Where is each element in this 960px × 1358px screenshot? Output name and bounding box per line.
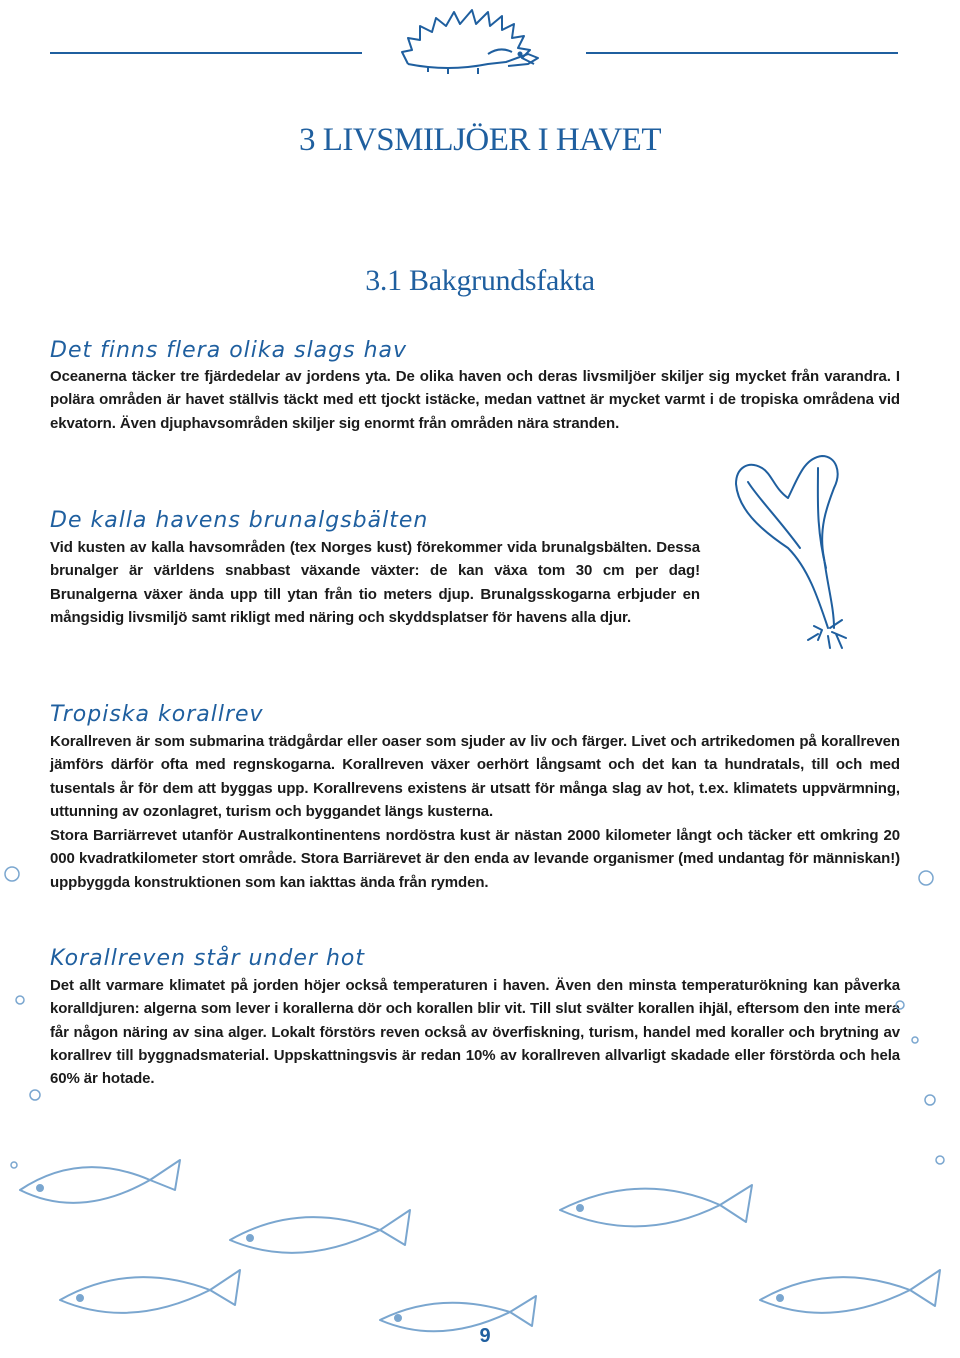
section-title-hot: Korallreven står under hot — [50, 946, 365, 971]
header-rule-right — [586, 52, 898, 54]
section-body-korallrev-2: Stora Barriärrevet utanför Australkontinentens nordöstra kust är nästan 2000 kilometer långt och täcker ett omkring 20 000 kvadratkilometer stort område. Stora Barriärevet är den enda av levande organismer (med undantag för människan!) uppbyggda konstruktionen som kan iakttas ända från rymden. — [50, 827, 900, 891]
section-body-hav: Oceanerna täcker tre fjärdedelar av jordens yta. De olika haven och deras livsmiljöer skiljer sig mycket från varandra. I polära områden är havet ställvis täckt med ett tjockt istäcke, medan vattnet är mycket varmt i de tropiska områdena vid ekvatorn. Även djuphavsområden skiljer sig enormt från områden nära stranden. — [50, 368, 900, 432]
section-body-hot: Det allt varmare klimatet på jorden höjer också temperaturen i haven. Även den minsta temperaturökning kan påverka koralldjuren: algerna som lever i korallerna dör och korallen blir vit. Till slut svälter korallen ihjäl, eftersom den inte mera får någon näring av sina alger. Lokalt förstörs reven också av överfiskning, turism, handel med koraller och brytning av korallrev till byggnadsmaterial. Uppskattningsvis är redan 10% av korallreven allvarligt skadade eller förstörda och hela 60% är hotade. — [50, 977, 900, 1088]
hedgehog-icon — [388, 2, 558, 74]
section-body-korallrev: Korallreven är som submarina trädgårdar eller oaser som sjuder av liv och färger. Livet och artrikedomen på korallreven jämförs därför ofta med regnskogarna. Korallreven växer oerhört långsamt och det kan ta hundratals, till och med tusentals år för dem att byggas upp. Korallrevens existens är utsatt för många slag av hot, t.ex. klimatets uppvärmning, uttunning av ozonlagret, turism och byggandet längs kusterna. — [50, 733, 900, 820]
section-title-brunalg: De kalla havens brunalgsbälten — [50, 508, 429, 533]
chapter-title: 3 LIVSMILJÖER I HAVET — [299, 122, 661, 158]
section-title-hav: Det finns flera olika slags hav — [50, 338, 408, 363]
page-number: 9 — [479, 1325, 491, 1347]
header-rule-left — [50, 52, 362, 54]
section-title-korallrev: Tropiska korallrev — [50, 702, 264, 727]
section-body-brunalg: Vid kusten av kalla havsområden (tex Norges kust) förekommer vida brunalgsbälten. Dessa brunalger är världens snabbast växande växter: de kan växa tom 30 cm per dag! Brunalgerna växer ända upp till ytan från tio meters djup. Brunalgsskogarna erbjuder en mångsidig livsmiljö samt rikligt med näring och skyddsplatser för havens alla djur. — [50, 539, 700, 626]
subchapter-title: 3.1 Bakgrundsfakta — [365, 264, 595, 297]
seaweed-icon — [718, 448, 868, 658]
